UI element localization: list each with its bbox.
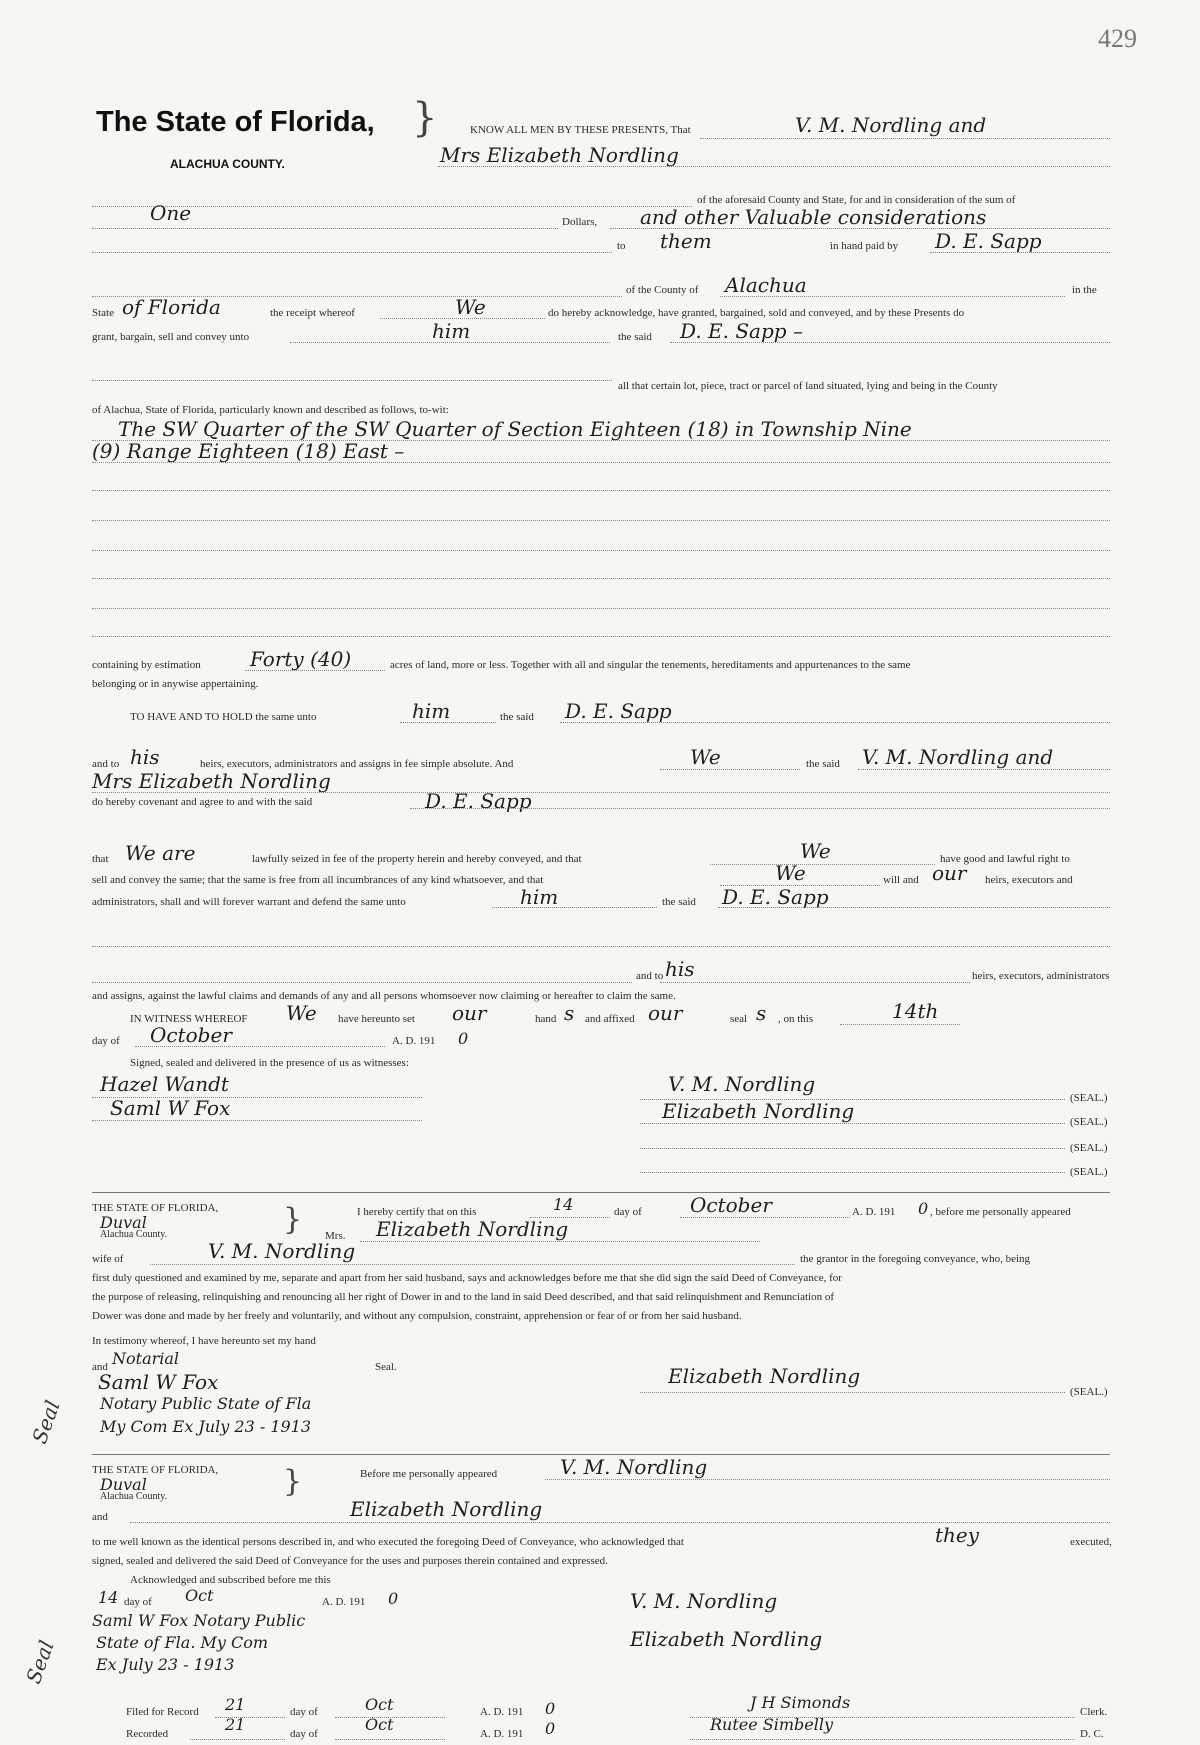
fill-line — [92, 946, 1110, 947]
cert-line-2: the purpose of releasing, relinquishing and renouncing all her right of Dower in and to the land in said Deed described, and that said relinquishment and Renunciation of — [92, 1291, 834, 1303]
seal-label: (SEAL.) — [1070, 1116, 1108, 1128]
all-that-text: all that certain lot, piece, tract or parcel of land situated, lying and being in the County — [618, 380, 998, 392]
we-handwriting: We — [286, 1001, 317, 1025]
fill-line — [670, 342, 1110, 343]
the-said-label: the said — [618, 331, 652, 343]
assigns-text: and assigns, against the lawful claims and demands of any and all persons whomsoever now claiming or hereafter to claim the same. — [92, 990, 676, 1002]
and-label: and — [92, 1511, 108, 1523]
we-handwriting: We — [455, 295, 486, 319]
him-handwriting: him — [432, 319, 471, 343]
fill-line — [840, 1024, 960, 1025]
person1-handwriting: V. M. Nordling — [560, 1455, 708, 1479]
husband-handwriting: V. M. Nordling — [208, 1239, 356, 1263]
signer2-signature: Elizabeth Nordling — [630, 1627, 823, 1651]
county-handwriting: Duval — [100, 1213, 147, 1232]
clerk-label: Clerk. — [1080, 1706, 1108, 1718]
recorded-label: Recorded — [126, 1728, 169, 1740]
month-handwriting: October — [690, 1193, 772, 1217]
fill-line — [190, 1739, 285, 1740]
recorded-year-handwriting: 0 — [545, 1719, 556, 1738]
month-handwriting: Oct — [185, 1586, 214, 1605]
fill-line — [335, 1739, 445, 1740]
fill-line — [720, 296, 1065, 297]
fill-line — [150, 1264, 795, 1265]
fill-line — [135, 1046, 385, 1047]
fill-line — [92, 380, 612, 381]
in-witness-label: IN WITNESS WHEREOF — [130, 1013, 248, 1025]
other-consideration-handwriting: and other Valuable considerations — [640, 205, 987, 229]
seal-label: Seal. — [375, 1361, 397, 1373]
fill-line — [290, 342, 610, 343]
cert-line-1: first duly questioned and examined by me, separate and apart from her said husband, says and acknowledges before me that she did sign the said Deed of Conveyance, for — [92, 1272, 842, 1284]
fill-line — [92, 792, 1110, 793]
fill-line — [438, 166, 1110, 167]
fill-line — [92, 228, 558, 229]
good-right-text: have good and lawful right to — [940, 853, 1070, 865]
amount-handwriting: One — [150, 201, 192, 225]
recorded-month-handwriting: Oct — [365, 1715, 394, 1734]
grantee-handwriting: D. E. Sapp — [565, 699, 672, 723]
acres-handwriting: Forty (40) — [250, 647, 352, 671]
grantor-text: the grantor in the foregoing conveyance, who, being — [800, 1253, 1031, 1265]
fill-line — [660, 982, 970, 983]
heirs-text: heirs, executors, administrators and assigns in fee simple absolute. And — [200, 758, 514, 770]
fill-line — [360, 1241, 760, 1242]
dc-label: D. C. — [1080, 1728, 1104, 1740]
fill-line — [640, 1172, 1065, 1173]
we-handwriting: We — [775, 861, 806, 885]
acknowledge-text: do hereby acknowledge, have granted, bargained, sold and conveyed, and by these Presents do — [548, 307, 965, 319]
before-text: , before me personally appeared — [930, 1206, 1071, 1218]
notarial-handwriting: Notarial — [112, 1349, 180, 1368]
notary-seal-stamp: Seal — [21, 1637, 59, 1687]
fill-line — [410, 808, 1110, 809]
filed-year-handwriting: 0 — [545, 1699, 556, 1718]
day-of-label: day of — [614, 1206, 642, 1218]
containing-label: containing by estimation — [92, 659, 201, 671]
filed-month-handwriting: Oct — [365, 1695, 394, 1714]
ad-label: A. D. 191 — [322, 1596, 366, 1608]
fill-line — [92, 490, 1110, 491]
them-handwriting: them — [660, 229, 712, 253]
notary-handwriting-2: State of Fla. My Com — [96, 1633, 269, 1652]
fill-line — [560, 722, 1110, 723]
grantee-handwriting: D. E. Sapp – — [680, 319, 803, 343]
they-handwriting: they — [935, 1523, 980, 1547]
signer1-signature: V. M. Nordling — [630, 1589, 778, 1613]
fill-line — [92, 550, 1110, 551]
seal-label: (SEAL.) — [1070, 1092, 1108, 1104]
witness2-signature: Saml W Fox — [110, 1096, 231, 1120]
acres-text: acres of land, more or less. Together with all and singular the tenements, hereditaments and appurtenances to the same — [390, 659, 911, 671]
filed-day-handwriting: 21 — [225, 1695, 246, 1714]
day-of-label: day of — [92, 1035, 120, 1047]
admins-text: administrators, shall and will forever warrant and defend the same unto — [92, 896, 406, 908]
ad-label: A. D. 191 — [480, 1706, 524, 1718]
brace: } — [283, 1202, 303, 1237]
fill-line — [640, 1392, 1065, 1393]
heirs-text: heirs, executors and — [985, 874, 1073, 886]
ad-label: A. D. 191 — [480, 1728, 524, 1740]
our-handwriting: our — [932, 861, 967, 885]
notary-handwriting-1: Saml W Fox Notary Public — [92, 1611, 306, 1630]
grantors-handwriting-2: Mrs Elizabeth Nordling — [440, 143, 679, 167]
section-divider — [92, 1192, 1110, 1193]
in-the-label: in the — [1072, 284, 1097, 296]
county-handwriting: Duval — [100, 1475, 147, 1494]
of-alachua-text: of Alachua, State of Florida, particularly known and described as follows, to-wit: — [92, 404, 449, 416]
hand-label: hand — [535, 1013, 557, 1025]
state-heading: THE STATE OF FLORIDA, — [92, 1202, 219, 1214]
fill-line — [718, 907, 1110, 908]
brace: } — [412, 95, 438, 141]
notary-handwriting-3: My Com Ex July 23 - 1913 — [100, 1417, 312, 1436]
to-label: to — [617, 240, 626, 252]
recorded-day-handwriting: 21 — [225, 1715, 246, 1734]
testimony-text: In testimony whereof, I have hereunto set my hand — [92, 1335, 316, 1347]
consideration-text: of the aforesaid County and State, for and in consideration of the sum of — [697, 194, 1016, 206]
fill-line — [700, 138, 1110, 139]
grantors-handwriting-1: V. M. Nordling and — [795, 113, 987, 137]
our-handwriting: our — [648, 1001, 683, 1025]
seal-label: (SEAL.) — [1070, 1386, 1108, 1398]
fill-line — [660, 769, 800, 770]
cert2-line-2: signed, sealed and delivered the said Deed of Conveyance for the uses and purposes therein contained and expressed. — [92, 1555, 608, 1567]
have-hereunto-label: have hereunto set — [338, 1013, 415, 1025]
covenant-text: do hereby covenant and agree to and with the said — [92, 796, 313, 808]
ad-label: A. D. 191 — [852, 1206, 896, 1218]
fill-line — [640, 1123, 1065, 1124]
the-said-label: the said — [662, 896, 696, 908]
person2-handwriting: Elizabeth Nordling — [350, 1497, 543, 1521]
county-label: Alachua County. — [100, 1229, 168, 1240]
grantee-handwriting: D. E. Sapp — [935, 229, 1042, 253]
dollars-label: Dollars, — [562, 216, 598, 228]
seized-text: lawfully seized in fee of the property herein and hereby conveyed, and that — [252, 853, 582, 865]
fill-line — [545, 1479, 1110, 1480]
fill-line — [680, 1217, 850, 1218]
land-description-handwriting-1: The SW Quarter of the SW Quarter of Section Eighteen (18) in Township Nine — [118, 417, 912, 441]
grantors-handwriting-2: Mrs Elizabeth Nordling — [92, 769, 331, 793]
fill-line — [92, 608, 1110, 609]
fill-line — [92, 1120, 422, 1121]
grantee-handwriting: D. E. Sapp — [722, 885, 829, 909]
that-label: that — [92, 853, 109, 865]
fill-line — [92, 462, 1110, 463]
fill-line — [690, 1739, 1075, 1740]
in-hand-paid-label: in hand paid by — [830, 240, 899, 252]
the-said-label: the said — [806, 758, 840, 770]
seal-label: (SEAL.) — [1070, 1142, 1108, 1154]
grant-text: grant, bargain, sell and convey unto — [92, 331, 250, 343]
notary-handwriting-2: Notary Public State of Fla — [100, 1394, 312, 1413]
seal-label: (SEAL.) — [1070, 1166, 1108, 1178]
fill-line — [492, 907, 657, 908]
land-description-handwriting-2: (9) Range Eighteen (18) East – — [92, 439, 405, 463]
fill-line — [92, 1097, 422, 1098]
document-title: The State of Florida, — [96, 106, 375, 138]
our-handwriting: our — [452, 1001, 487, 1025]
affixed-label: and affixed — [585, 1013, 635, 1025]
fill-line — [400, 722, 496, 723]
before-text: Before me personally appeared — [360, 1468, 498, 1480]
fill-line — [640, 1099, 1065, 1100]
fill-line — [92, 982, 632, 983]
executed-label: executed, — [1070, 1536, 1112, 1548]
signer2-signature: Elizabeth Nordling — [662, 1099, 855, 1123]
day-handwriting: 14 — [553, 1195, 574, 1214]
fill-line — [640, 1148, 1065, 1149]
his-handwriting: his — [130, 745, 160, 769]
of-county-label: of the County of — [626, 284, 699, 296]
signer-signature: Elizabeth Nordling — [668, 1364, 861, 1388]
heirs-text: heirs, executors, administrators — [972, 970, 1110, 982]
s-handwriting: s — [564, 1001, 575, 1025]
year-handwriting: 0 — [388, 1589, 399, 1608]
mrs-handwriting: Elizabeth Nordling — [376, 1217, 569, 1241]
signer1-signature: V. M. Nordling — [668, 1072, 816, 1096]
day-handwriting: 14th — [892, 999, 939, 1023]
page-number: 429 — [1098, 24, 1137, 53]
we-handwriting: We — [690, 745, 721, 769]
clerk-signature: J H Simonds — [750, 1693, 851, 1712]
day-handwriting: 14 — [98, 1588, 119, 1607]
month-handwriting: October — [150, 1023, 232, 1047]
county-label: Alachua County. — [100, 1491, 168, 1502]
we-handwriting: We — [800, 839, 831, 863]
fill-line — [92, 252, 612, 253]
notary-seal-stamp: Seal — [27, 1397, 65, 1447]
and-to-label: and to — [636, 970, 664, 982]
will-and-label: will and — [883, 874, 919, 886]
belonging-text: belonging or in anywise appertaining. — [92, 678, 259, 690]
state-handwriting: of Florida — [122, 295, 221, 319]
notary-handwriting-1: Saml W Fox — [98, 1370, 219, 1394]
on-this-label: , on this — [778, 1013, 814, 1025]
mrs-label: Mrs. — [325, 1230, 346, 1242]
witness1-signature: Hazel Wandt — [100, 1072, 229, 1096]
county-heading: ALACHUA COUNTY. — [170, 157, 285, 171]
day-of-label: day of — [290, 1728, 318, 1740]
signed-text: Signed, sealed and delivered in the presence of us as witnesses: — [130, 1057, 409, 1069]
s-handwriting: s — [756, 1001, 767, 1025]
notary-handwriting-3: Ex July 23 - 1913 — [96, 1655, 235, 1674]
receipt-label: the receipt whereof — [270, 307, 355, 319]
and-label: and — [92, 1361, 108, 1373]
state-label: State — [92, 307, 114, 319]
the-said-label: the said — [500, 711, 534, 723]
fill-line — [245, 670, 385, 671]
deputy-clerk-signature: Rutee Simbelly — [710, 1715, 834, 1734]
fill-line — [92, 520, 1110, 521]
we-are-handwriting: We are — [125, 841, 196, 865]
seal-label: seal — [730, 1013, 748, 1025]
filed-label: Filed for Record — [126, 1706, 199, 1718]
grantors-handwriting: V. M. Nordling and — [862, 745, 1054, 769]
brace: } — [283, 1464, 303, 1499]
day-of-label: day of — [290, 1706, 318, 1718]
sell-text: sell and convey the same; that the same is free from all incumbrances of any kind whatsoever, and that — [92, 874, 544, 886]
to-have-text: TO HAVE AND TO HOLD the same unto — [130, 711, 317, 723]
fill-line — [92, 636, 1110, 637]
day-of-label: day of — [124, 1596, 152, 1608]
year-handwriting: 0 — [918, 1199, 929, 1218]
fill-line — [858, 769, 1110, 770]
know-all-text: KNOW ALL MEN BY THESE PRESENTS, That — [470, 124, 691, 136]
grantee-handwriting: D. E. Sapp — [425, 789, 532, 813]
ad-label: A. D. 191 — [392, 1035, 436, 1047]
and-to-label: and to — [92, 758, 120, 770]
cert-line-3: Dower was done and made by her freely and voluntarily, and without any compulsion, constraint, apprehension or fear of or from her said husband. — [92, 1310, 742, 1322]
him-handwriting: him — [412, 699, 451, 723]
wife-of-label: wife of — [92, 1253, 124, 1265]
him-handwriting: him — [520, 885, 559, 909]
his-handwriting: his — [665, 957, 695, 981]
fill-line — [710, 864, 935, 865]
fill-line — [92, 578, 1110, 579]
state-heading: THE STATE OF FLORIDA, — [92, 1464, 219, 1476]
cert2-line-1: to me well known as the identical persons described in, and who executed the foregoing Deed of Conveyance, who acknowledged that — [92, 1536, 684, 1548]
county-handwriting: Alachua — [725, 273, 807, 297]
acknowledged-text: Acknowledged and subscribed before me this — [130, 1574, 331, 1586]
certify-text: I hereby certify that on this — [357, 1206, 477, 1218]
fill-line — [930, 252, 1110, 253]
year-handwriting: 0 — [458, 1029, 469, 1048]
